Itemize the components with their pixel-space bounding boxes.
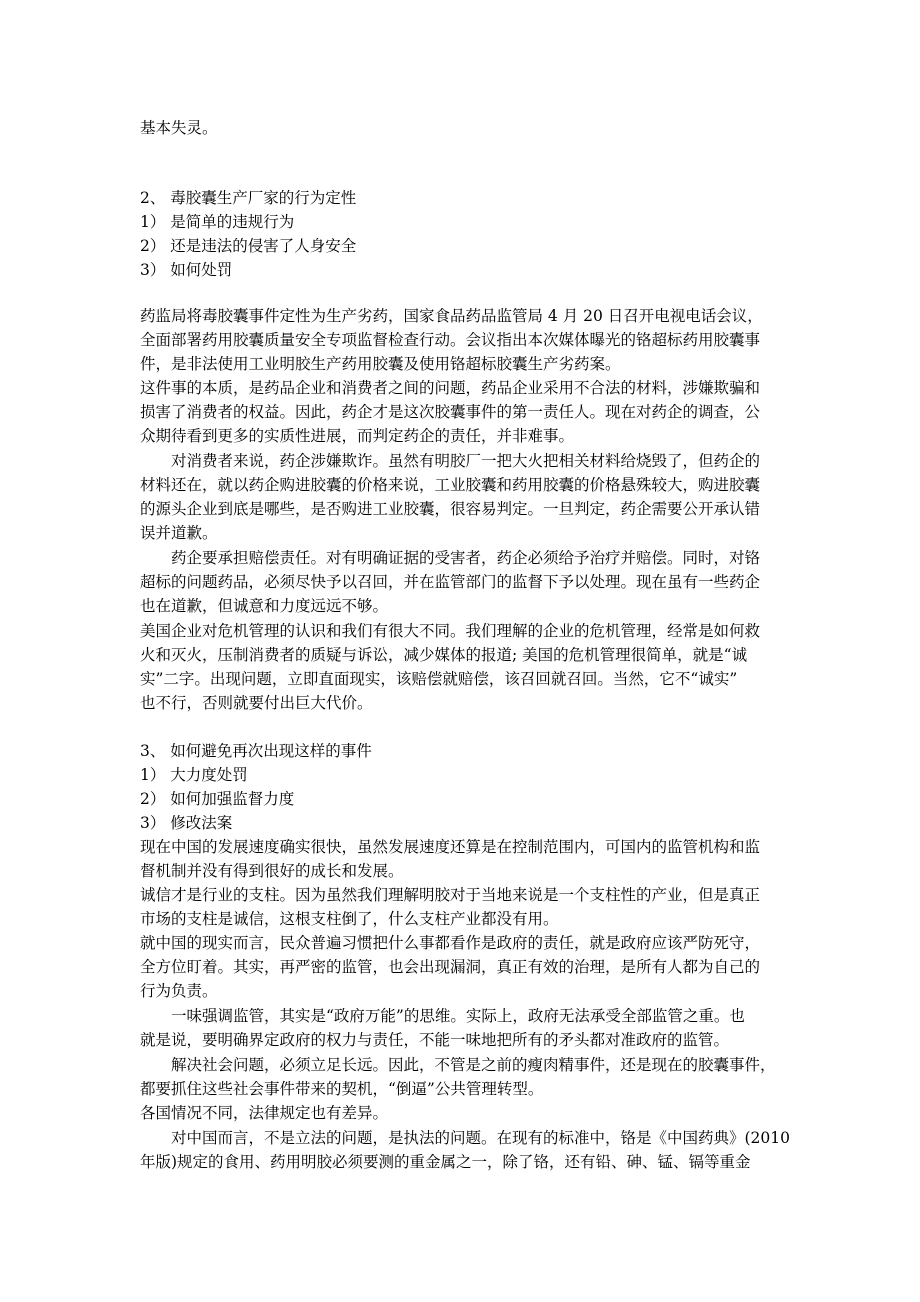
text-line: 基本失灵。	[140, 119, 218, 137]
section-heading: 3、 如何避免再次出现这样的事件	[140, 742, 372, 760]
text-line: 现在中国的发展速度确实很快，虽然发展速度还算是在控制范围内，可国内的监管机构和监	[140, 838, 761, 856]
text-line: 众期待看到更多的实质性进展，而判定药企的责任，并非难事。	[140, 427, 575, 445]
text-line: 诚信才是行业的支柱。因为虽然我们理解明胶对于当地来说是一个支柱性的产业，但是真正	[140, 886, 761, 904]
text-line: 就中国的现实而言，民众普遍习惯把什么事都看作是政府的责任，就是政府应该严防死守，	[140, 934, 761, 952]
text-line: 误并道歉。	[140, 524, 218, 542]
text-line: 材料还在，就以药企购进胶囊的价格来说，工业胶囊和药用胶囊的价格悬殊较大，购进胶囊	[140, 476, 761, 494]
text-line: 实”二字。出现问题，立即直面现实，该赔偿就赔偿，该召回就召回。当然，它不“诚实”	[140, 670, 738, 688]
text-line: 一味强调监管，其实是“政府万能”的思维。实际上，政府无法承受全部监管之重。也	[171, 1007, 745, 1025]
text-line: 年版)规定的食用、药用明胶必须要测的重金属之一，除了铬，还有铅、砷、锰、镉等重金	[140, 1153, 751, 1171]
text-line: 各国情况不同，法律规定也有差异。	[140, 1104, 389, 1122]
text-line: 件，是非法使用工业明胶生产药用胶囊及使用铬超标胶囊生产劣药案。	[140, 355, 621, 373]
text-line: 对中国而言，不是立法的问题，是执法的问题。在现有的标准中，铬是《中国药典》(2010	[171, 1129, 790, 1147]
list-item: 3） 修改法案	[140, 814, 233, 832]
text-line: 也不行，否则就要付出巨大代价。	[140, 694, 373, 712]
text-line: 损害了消费者的权益。因此，药企才是这次胶囊事件的第一责任人。现在对药企的调查，公	[140, 403, 761, 421]
text-line: 都要抓住这些社会事件带来的契机，“倒逼”公共管理转型。	[140, 1080, 544, 1098]
text-line: 行为负责。	[140, 982, 218, 1000]
text-line: 也在道歉，但诚意和力度远远不够。	[140, 597, 389, 615]
list-item: 2） 还是违法的侵害了人身安全	[140, 237, 357, 255]
text-line: 全方位盯着。其实，再严密的监管，也会出现漏洞，真正有效的治理，是所有人都为自己的	[140, 958, 761, 976]
text-line: 美国企业对危机管理的认识和我们有很大不同。我们理解的企业的危机管理，经常是如何救	[140, 622, 761, 640]
text-line: 全面部署药用胶囊质量安全专项监督检查行动。会议指出本次媒体曝光的铬超标药用胶囊事	[140, 331, 761, 349]
text-line: 解决社会问题，必须立足长远。因此，不管是之前的瘦肉精事件，还是现在的胶囊事件，	[171, 1056, 776, 1074]
text-line: 就是说，要明确界定政府的权力与责任，不能一味地把所有的矛头都对准政府的监管。	[140, 1031, 730, 1049]
text-line: 这件事的本质，是药品企业和消费者之间的问题，药品企业采用不合法的材料，涉嫌欺骗和	[140, 379, 761, 397]
text-line: 对消费者来说，药企涉嫌欺诈。虽然有明胶厂一把大火把相关材料给烧毁了，但药企的	[171, 452, 761, 470]
text-line: 药监局将毒胶囊事件定性为生产劣药，国家食品药品监管局 4 月 20 日召开电视电话会议，	[140, 307, 763, 325]
list-item: 3） 如何处罚	[140, 261, 233, 279]
text-line: 火和灭火，压制消费者的质疑与诉讼，减少媒体的报道; 美国的危机管理很简单，就是“诚	[140, 646, 748, 664]
section-heading: 2、 毒胶囊生产厂家的行为定性	[140, 189, 357, 207]
text-line: 药企要承担赔偿责任。对有明确证据的受害者，药企必须给予治疗并赔偿。同时，对铬	[171, 549, 761, 567]
text-line: 督机制并没有得到很好的成长和发展。	[140, 862, 404, 880]
text-line: 超标的问题药品，必须尽快予以召回，并在监管部门的监督下予以处理。现在虽有一些药企	[140, 573, 761, 591]
list-item: 1） 大力度处罚	[140, 766, 248, 784]
list-item: 2） 如何加强监督力度	[140, 790, 295, 808]
text-line: 的源头企业到底是哪些，是否购进工业胶囊，很容易判定。一旦判定，药企需要公开承认错	[140, 500, 761, 518]
text-line: 市场的支柱是诚信，这根支柱倒了，什么支柱产业都没有用。	[140, 910, 559, 928]
list-item: 1） 是简单的违规行为	[140, 213, 295, 231]
